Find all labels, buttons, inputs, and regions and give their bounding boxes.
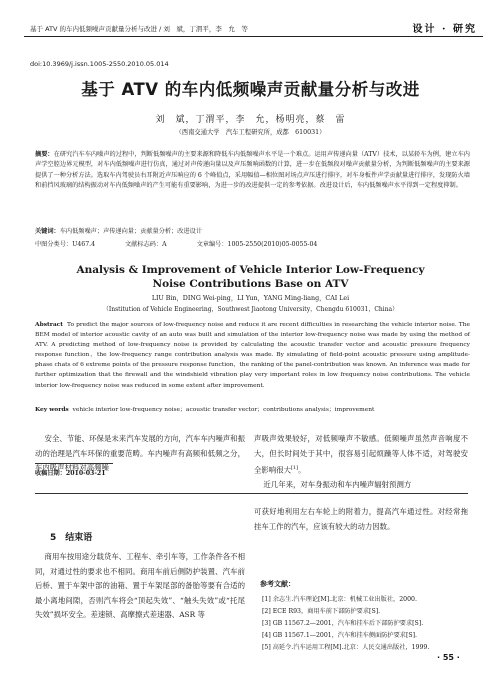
page-split-rule xyxy=(35,493,468,494)
keywords-en-text: vehicle interior low-frequency noise；acoustic transfer vector；contributions analysis；improvement xyxy=(72,407,375,413)
reference-item: [4] GB 11567.1—2001，汽车和挂车侧面防护要求[S]. xyxy=(262,632,417,639)
references-title: 参考文献： xyxy=(260,579,295,588)
authors-cn: 刘 斌，丁渭平，李 允，杨明亮，蔡 雷 xyxy=(155,115,346,125)
clc-number: 中图分类号：U467.4 xyxy=(35,241,96,248)
keywords-en xyxy=(35,405,470,415)
citation: [1] xyxy=(290,465,299,471)
doc-code: 文献标志码：A xyxy=(125,241,167,248)
reference-item: [1] 余志生.汽车理论[M].北京：机械工业出版社，2000. xyxy=(262,596,417,603)
received-date: 收稿日期：2010-03-21 xyxy=(35,470,106,477)
title-en-line2: Noise Contributions Base on ATV xyxy=(152,278,349,290)
intro-right-column xyxy=(254,432,468,492)
intro-right-text: 声吸声效果较好，对低频噪声不敏感。低频噪声虽然声音响度不大，但长时间处于其中，很容易引起烦躁等人体不适，对驾驶安全影响很大 xyxy=(254,434,468,475)
running-header-right: 设计 · 研究 xyxy=(412,24,477,35)
authors-en: LIU Bin，DING Wei-ping，LI Yun，YANG Ming-liang，CAI Lei xyxy=(151,295,350,302)
reference-item: [5] 高延令.汽车运用工程[M].北京：人民交通出版社，1999. xyxy=(262,644,430,651)
affiliation-en: （Institution of Vehicle Engineering，Southwest Jiaotong University，Chengdu 610031，China） xyxy=(102,306,399,313)
footnote-rule xyxy=(35,463,113,464)
keywords-en-label: Key words xyxy=(35,406,69,413)
abstract-cn xyxy=(35,150,470,191)
doi: doi:10.3969/j.issn.1005-2550.2010.05.014 xyxy=(30,60,169,68)
abstract-en-text: To predict the major sources of low-frequency noise and reduce it are recent difficulties in researching the vehicle interior noise. The BEM model of interior acoustic cavity of an auto was built and simulation of the interior low-frequency noise was made by using the method of ATV. A predicting method of low-frequency noise is provided by calculating the acoustic transfer vector and acoustic pressure frequency response function，the low-frequency range contribution analysis was made. By simulating of field-point acoustic pressure using amplitude-phase chats of 6 extreme points of the pressure response function，the ranking of the panel-contribution was known. An inference was made for further optimization that the firewall and the windshield vibration play very important roles in low frequency noise contributions. The vehicle interior low-frequency noise was reduced in some extent after improvement. xyxy=(35,322,471,389)
keywords-cn xyxy=(35,227,470,237)
reference-item: [2] ECE R93，商用车前下部防护要求[S]. xyxy=(262,608,381,615)
reference-item: [3] GB 11567.2—2001，汽车和挂车后下部防护要求[S]. xyxy=(262,620,424,627)
title-en-line1: Analysis & Improvement of Vehicle Interior Low-Frequency xyxy=(76,264,425,276)
header-rule xyxy=(24,36,483,37)
abstract-en-label: Abstract xyxy=(35,321,63,328)
abstract-en xyxy=(35,320,470,391)
keywords-cn-text: 车内低频噪声；声传递向量；贡献量分析；改进设计 xyxy=(59,228,203,235)
intro-left-text: 安全、节能、环保是未来汽车发展的方向，汽车车内噪声和振动的治理是汽车环保的重要范畴。车内噪声有高频和低频之分，车内吸声材料对高频噪 xyxy=(35,434,245,472)
article-number: 文章编号：1005-2550(2010)05-0055-04 xyxy=(196,241,318,248)
right-column-continuation: 可获好地利用左右车轮上的附着力，提高汽车通过性。对经常拖挂车工作的汽车，应该有较大的动力因数。 xyxy=(254,507,468,531)
keywords-cn-label: 关键词： xyxy=(35,228,60,235)
title-cn: 基于 ATV 的车内低频噪声贡献量分析与改进 xyxy=(81,80,420,99)
intro-right-paragraph2: 近几年来，对车身振动和车内噪声辐射预测方 xyxy=(263,479,412,489)
abstract-cn-text: 在研究汽车车内噪声的过程中，判断低频噪声的主要来源和降低车内低频噪声水平是一个难点。运用声传递向量（ATV）技术，以某轿车为例，建立车内声学空腔边界元模型，对车内低频噪声进行仿真，通过对声传递向量以及声压频响函数的计算，进一步在低频段对噪声贡献量分析，为判断低频噪声的主要来源提供了一种分析方法。选取车内驾驶员右耳附近声压响应的 6 个峰值点，采用幅值—相位图对场点声压进行排序，对车身板件声学贡献量进行排序，发现防火墙和前挡风玻璃的结构振动对车内低频噪声的产生可能有重要影响，为进一步的改进提供一定的参考依据。改进设计后，车内低频噪声水平得到一定程度抑制。 xyxy=(35,151,470,189)
running-header-left: 基于 ATV 的车内低频噪声贡献量分析与改进 / 刘 斌，丁渭平，李 允 等 xyxy=(30,25,248,33)
conclusion-paragraph xyxy=(35,550,245,623)
conclusion-text: 商用车按用途分载货车、工程车、牵引车等，工作条件各不相同，对通过性的要求也不相同。商用车前后侧防护装置、汽车前后桥、置于车架中部的油箱、置于车架尾部的备胎等要有合适的最小离地间隙，否则汽车将会“顶起失效”、“触头失效”或“托尾失效”损坏安全。差速锁、高摩擦式差速器、ASR 等 xyxy=(35,552,245,619)
abstract-cn-label: 摘要： xyxy=(35,151,54,158)
page-number: · 55 · xyxy=(437,653,460,662)
affiliation-cn: （西南交通大学 汽车工程研究所，成都 610031） xyxy=(175,129,326,136)
section-title: 5 结束语 xyxy=(50,533,93,543)
intro-right-end: 。 xyxy=(298,465,306,475)
classification-row xyxy=(35,239,345,248)
